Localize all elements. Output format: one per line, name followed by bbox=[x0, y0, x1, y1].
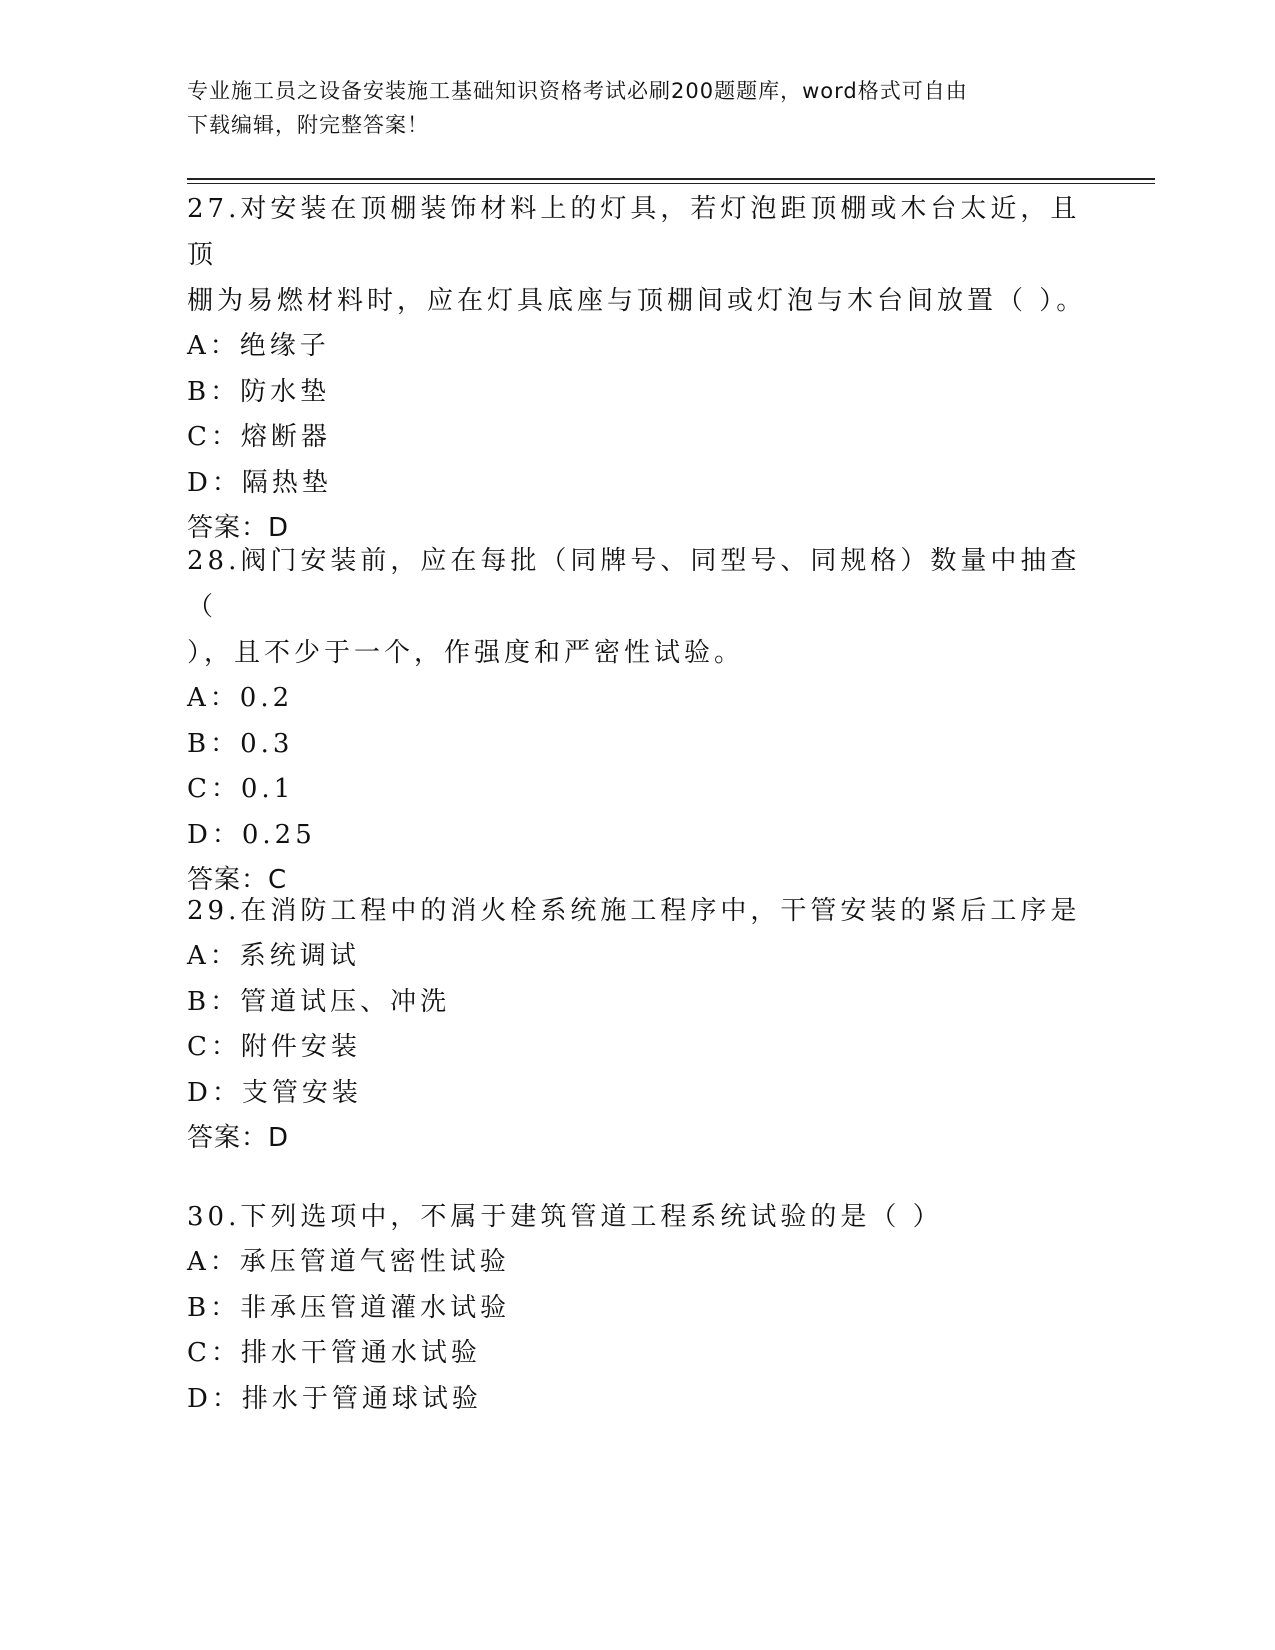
question-30 bbox=[187, 1194, 1087, 1422]
document-header bbox=[187, 74, 1087, 142]
option-b: B：管道试压、冲洗 bbox=[187, 986, 451, 1017]
header-divider-top bbox=[187, 178, 1155, 180]
question-text-line: 28.阀门安装前，应在每批（同牌号、同型号、同规格）数量中抽查（ bbox=[187, 546, 1081, 622]
answer: 答案：D bbox=[187, 1123, 290, 1153]
option-c: C：附件安装 bbox=[187, 1032, 361, 1062]
header-line-2: 下载编辑，附完整答案！ bbox=[187, 113, 429, 137]
option-a: A：0.2 bbox=[187, 683, 294, 713]
question-text-line: 棚为易燃材料时，应在灯具底座与顶棚间或灯泡与木台间放置（ ）。 bbox=[187, 286, 1087, 316]
answer: 答案：D bbox=[187, 513, 290, 543]
option-c: C：0.1 bbox=[187, 774, 295, 804]
header-line-1: 专业施工员之设备安装施工基础知识资格考试必刷200题题库，word格式可自由 bbox=[187, 79, 968, 103]
option-d: D：隔热垫 bbox=[187, 467, 332, 498]
question-29 bbox=[187, 888, 1087, 1162]
question-text-line: 29.在消防工程中的消火栓系统施工程序中，干管安装的紧后工序是 bbox=[187, 896, 1081, 926]
option-b: B：非承压管道灌水试验 bbox=[187, 1292, 511, 1323]
question-text-line: 30.下列选项中，不属于建筑管道工程系统试验的是（ ） bbox=[187, 1202, 943, 1232]
header-divider-bottom bbox=[187, 183, 1155, 184]
option-b: B：0.3 bbox=[187, 728, 294, 759]
option-a: A：系统调试 bbox=[187, 941, 360, 971]
option-d: D：0.25 bbox=[187, 819, 316, 850]
option-d: D：排水于管通球试验 bbox=[187, 1383, 482, 1414]
option-c: C：熔断器 bbox=[187, 422, 331, 452]
option-a: A：绝缘子 bbox=[187, 331, 330, 361]
question-text-line: 27.对安装在顶棚装饰材料上的灯具，若灯泡距顶棚或木台太近，且顶 bbox=[187, 194, 1081, 270]
option-d: D：支管安装 bbox=[187, 1077, 362, 1108]
option-b: B：防水垫 bbox=[187, 376, 331, 407]
option-a: A：承压管道气密性试验 bbox=[187, 1247, 510, 1277]
option-c: C：排水干管通水试验 bbox=[187, 1338, 481, 1368]
answer: 答案：C bbox=[187, 865, 288, 895]
question-28 bbox=[187, 538, 1087, 904]
question-text-line: ），且不少于一个，作强度和严密性试验。 bbox=[187, 638, 745, 668]
question-27 bbox=[187, 186, 1087, 552]
